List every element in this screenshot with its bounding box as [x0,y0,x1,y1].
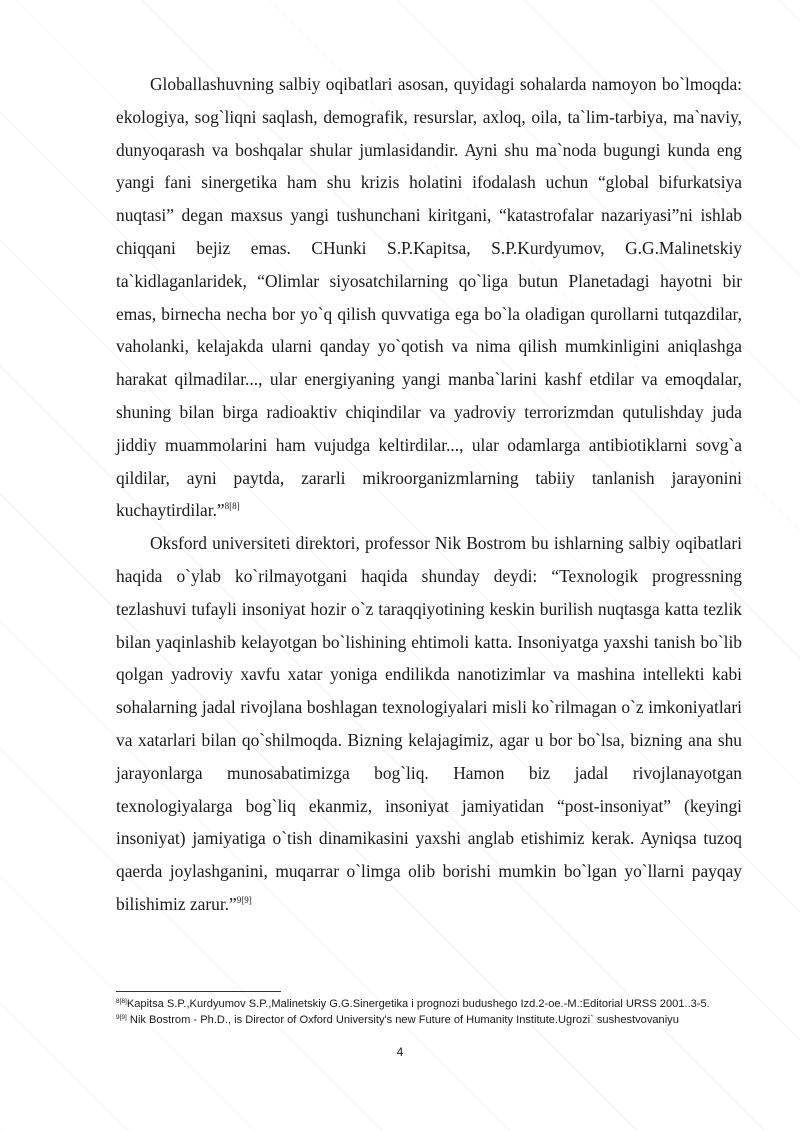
footnote [116,996,742,1012]
footnote-mark: 9[9] [116,1014,127,1022]
paragraph [116,68,742,527]
footnote-reference[interactable]: 9[9] [236,894,252,905]
paragraph-text: Oksford universiteti direktori, professor Nik Bostrom bu ishlarning salbiy oqibatlari haqida o`ylab ko`rilmayotgani haqida shunday deydi: “Texnologik progressning tezlashuvi tufayli insoniyat hozir o`z taraqqiyotining keskin burilish nuqtasga katta tezlik bilan yaqinlashib kelayotgan bo`lishining ehtimoli katta. Insoniyatga yaxshi tanish bo`lib qolgan yadroviy xavfu xatar yoniga endilikda nanotizimlar va mashina intellekti kabi sohalarning jadal rivojlana boshlagan texnologiyalari misli ko`rilmagan o`z imkoniyatlari va xatarlari bilan qo`shilmoqda. Bizning kelajagimiz, agar u bor bo`lsa, bizning ana shu jarayonlarga munosabatimizga bog`liq. Hamon biz jadal rivojlanayotgan texnologiyalarga bog`liq ekanmiz, insoniyat jamiyatidan “post-insoniyat” (keyingi insoniyat) jamiyatiga o`tish dinamikasini yaxshi anglab etishimiz kerak. Ayniqsa tuzoq qaerda joylashganini, muqarrar o`limga olib borishi mumkin bo`lgan yo`llarni payqay bilishimiz zarur.” [116,533,742,914]
footnotes [116,996,742,1028]
footnote-mark: 8[8] [116,998,127,1005]
page-number: 4 [396,1045,404,1059]
footnote-text: Nik Bostrom - Ph.D., is Director of Oxford University's new Future of Humanity Institute.Ugrozi` sushestvovaniyu [126,1014,679,1027]
body-text [116,68,742,921]
paragraph [116,527,742,921]
footnote-reference[interactable]: 8[8] [224,501,240,512]
footnote-text: Kapitsa S.P.,Kurdyumov S.P.,Malinetskiy G.G.Sinergetika i prognozi budushego Izd.2-oe.-M.:Editorial URSS 2001..3-5. [126,998,710,1010]
footnote-separator [116,991,281,992]
paragraph-text: Globallashuvning salbiy oqibatlari asosan, quyidagi sohalarda namoyon bo`lmoqda: ekologiya, sog`liqni saqlash, demografik, resurslar, axloq, oila, ta`lim-tarbiya, ma`naviy, dunyoqarash va boshqalar shular jumlasidandir. Ayni shu ma`noda bugungi kunda eng yangi fani sinergetika ham shu krizis holatini ifodalash uchun “global bifurkatsiya nuqtasi” degan maxsus yangi tushunchani kiritgani, “katastrofalar nazariyasi”ni ishlab chiqqani bejiz emas. CHunki S.P.Kapitsa, S.P.Kurdyumov, G.G.Malinetskiy ta`kidlaganlaridek, “Olimlar siyosatchilarning qo`liga butun Planetadagi hayotni bir emas, birnecha necha bor yo`q qilish quvvatiga ega bo`la oladigan qurollarni tutqazdilar, vaholanki, kelajakda ularni qanday yo`qotish va nima qilish mumkinligini aniqlashga harakat qilmadilar..., ular energiyaning yangi manba`larini kashf etdilar va emoqdalar, shuning bilan birga radioaktiv chiqindilar va yadroviy terrorizmdan qutulishday juda jiddiy muammolarini ham vujudga keltirdilar..., ular odamlarga antibiotiklarni sovg`a qildilar, ayni paytda, zararli mikroorganizmlarning tabiiy tanlanish jarayonini kuchaytirdilar.” [116,74,742,521]
footnote [116,1012,742,1028]
